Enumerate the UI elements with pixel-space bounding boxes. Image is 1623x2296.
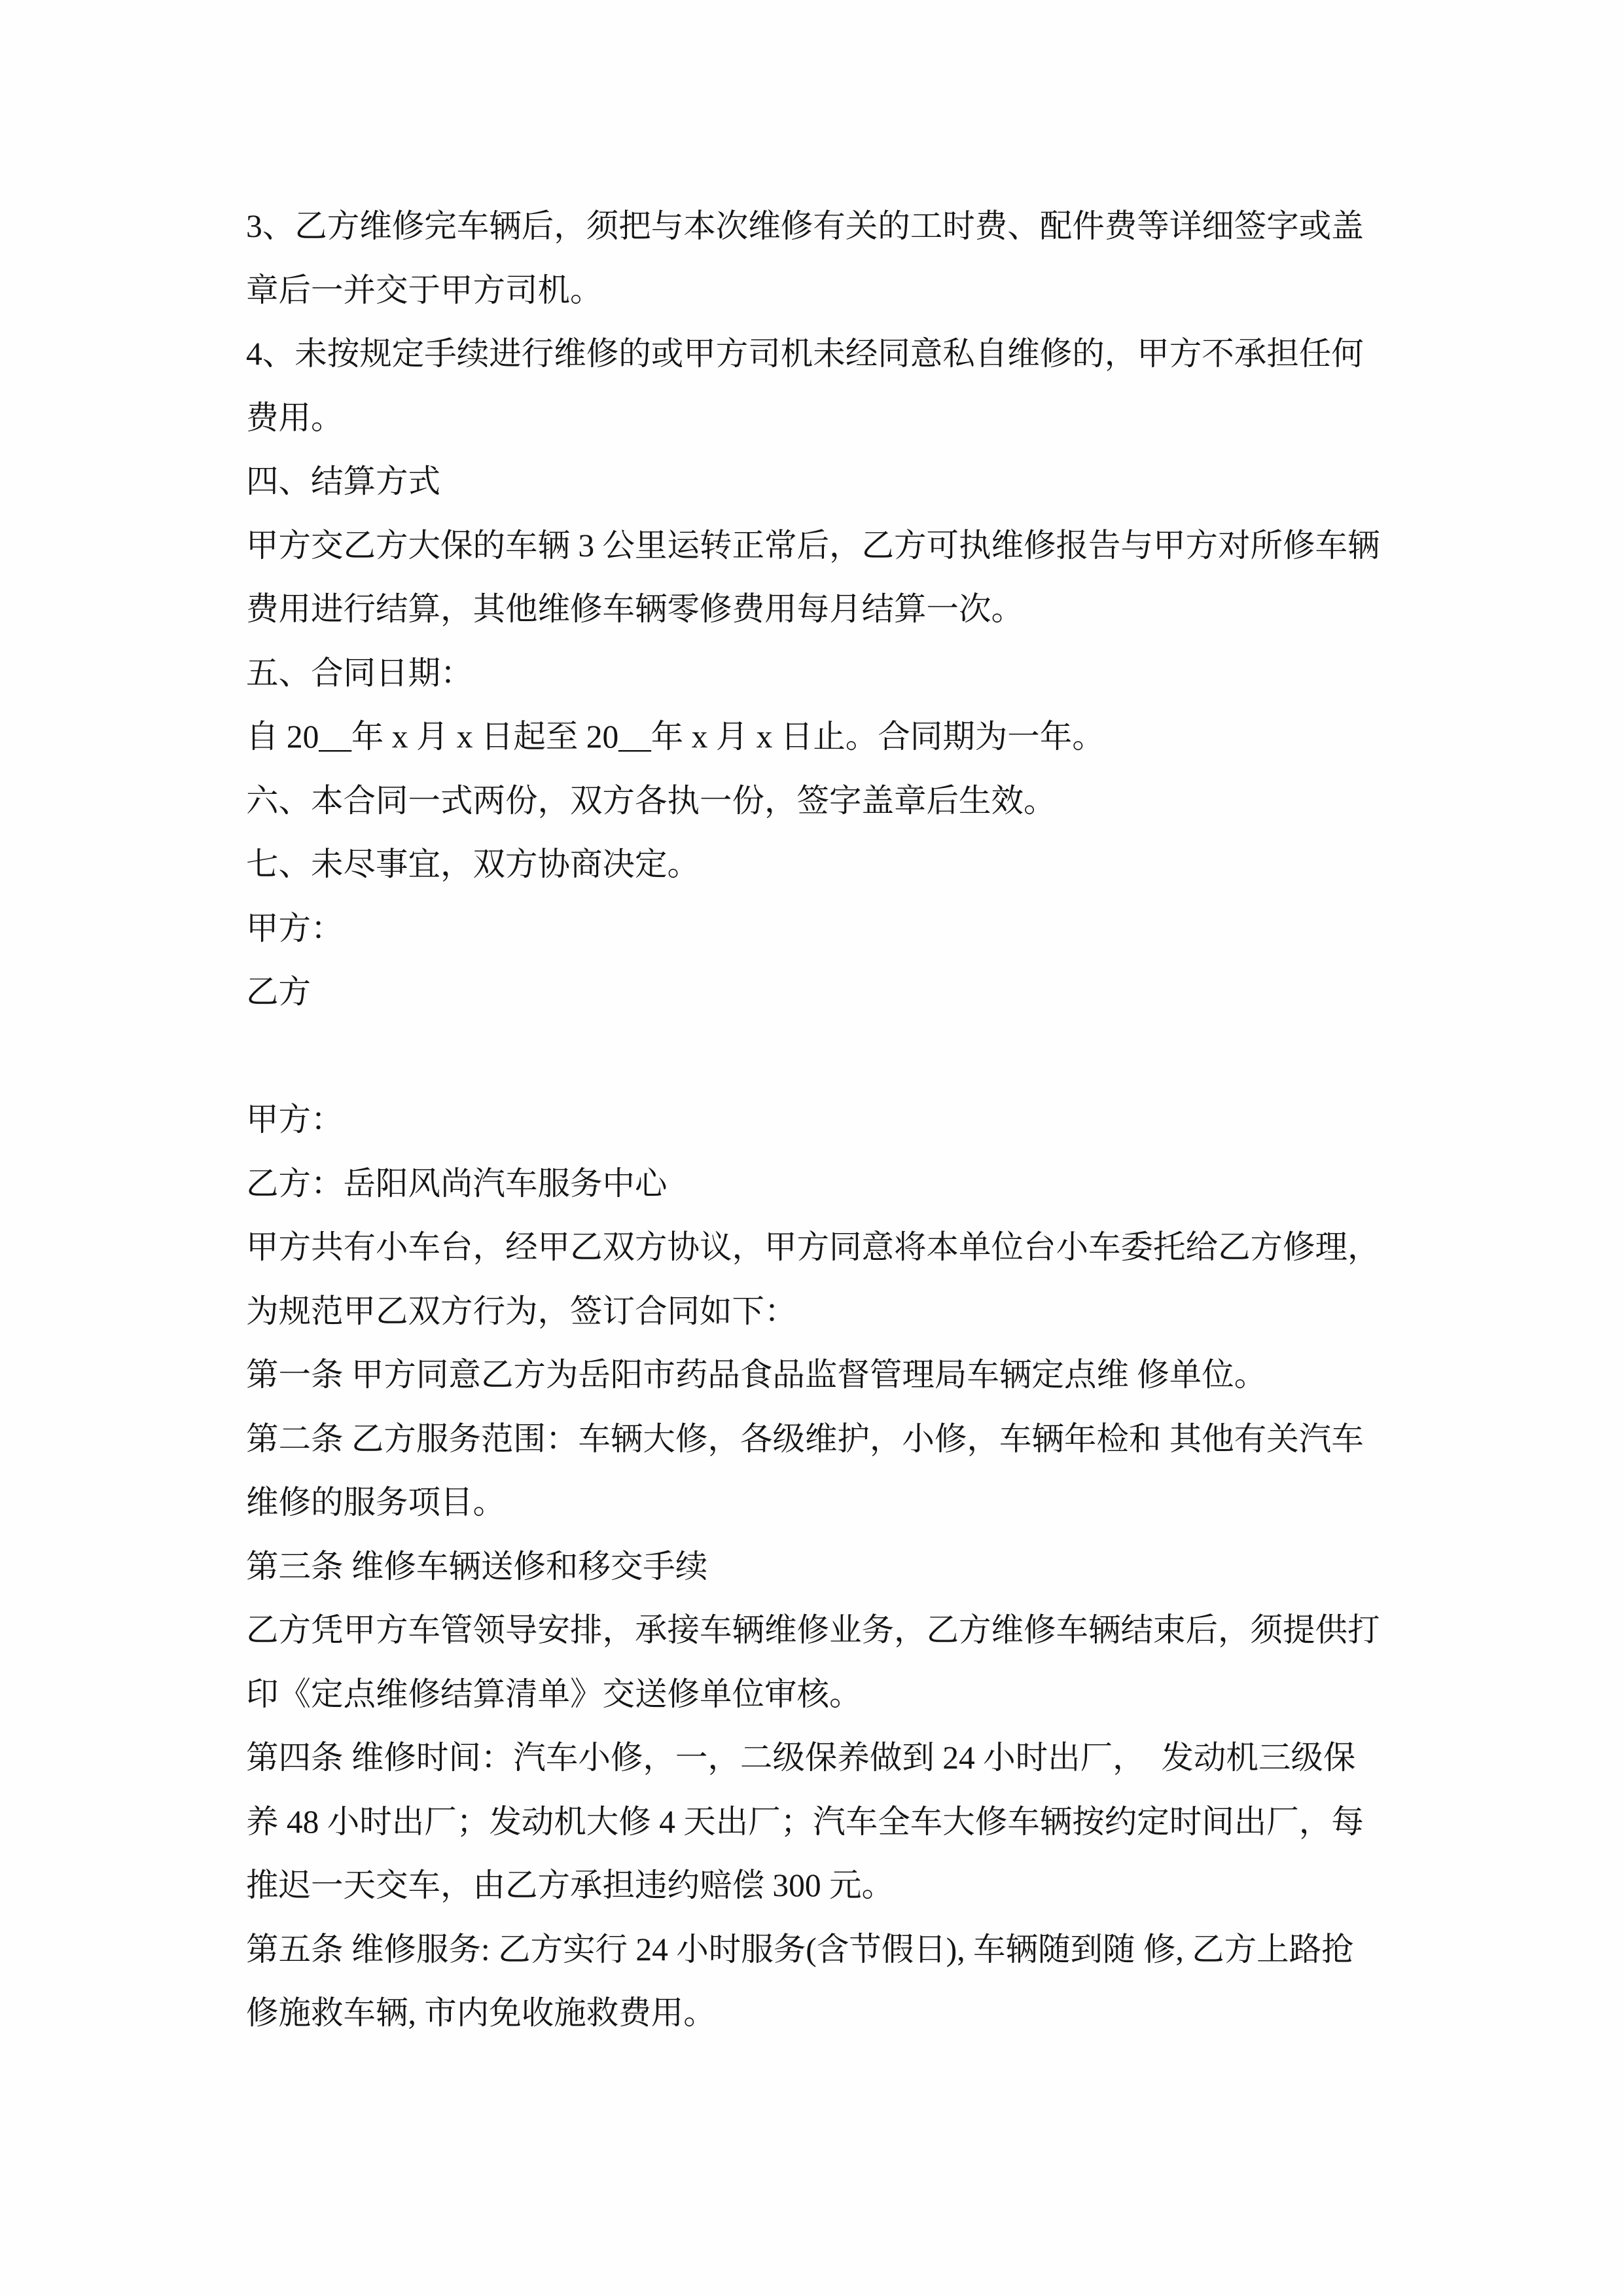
text-line: 第五条 维修服务: 乙方实行 24 小时服务(含节假日), 车辆随到随 修, 乙方上路抢: [246, 1931, 1354, 1967]
text-line: 修施救车辆, 市内免收施救费用。: [246, 1995, 716, 2031]
text-line: 七、未尽事宜，双方协商决定。: [246, 846, 700, 882]
text-line: 自 20__年 x 月 x 日起至 20__年 x 月 x 日止。合同期为一年。: [246, 719, 1105, 755]
text-line: 推迟一天交车，由乙方承担违约赔偿 300 元。: [246, 1867, 894, 1903]
text-line: 章后一并交于甲方司机。: [246, 272, 603, 308]
text-line: 乙方：岳阳风尚汽车服务中心: [246, 1165, 668, 1202]
text-line: 维修的服务项目。: [246, 1484, 505, 1520]
text-line: 五、合同日期：: [246, 655, 473, 691]
text-line: 第二条 乙方服务范围：车辆大修，各级维护，小修，车辆年检和 其他有关汽车: [246, 1420, 1364, 1457]
text-line: 六、本合同一式两份，双方各执一份，签字盖章后生效。: [246, 782, 1056, 819]
contract-text-block: [246, 194, 1385, 2045]
text-line: 第四条 维修时间：汽车小修，一，二级保养做到 24 小时出厂， 发动机三级保: [246, 1740, 1356, 1776]
text-line: 乙方: [246, 974, 311, 1010]
text-line: 四、结算方式: [246, 463, 440, 499]
text-line: 甲方共有小车台，经甲乙双方协议，甲方同意将本单位台小车委托给乙方修理，: [246, 1229, 1380, 1265]
text-line: 费用。: [246, 399, 344, 436]
text-line: 4、未按规定手续进行维修的或甲方司机未经同意私自维修的，甲方不承担任何: [246, 336, 1364, 372]
text-line: 甲方：: [246, 1102, 344, 1138]
text-line: 甲方交乙方大保的车辆 3 公里运转正常后，乙方可执维修报告与甲方对所修车辆: [246, 527, 1380, 564]
text-line: 为规范甲乙双方行为，签订合同如下：: [246, 1293, 797, 1329]
blank-line: [246, 1024, 1385, 1088]
text-line: 甲方：: [246, 910, 344, 946]
text-line: 乙方凭甲方车管领导安排，承接车辆维修业务，乙方维修车辆结束后，须提供打: [246, 1612, 1380, 1648]
text-line: 养 48 小时出厂；发动机大修 4 天出厂；汽车全车大修车辆按约定时间出厂，每: [246, 1803, 1364, 1840]
text-line: 3、乙方维修完车辆后，须把与本次维修有关的工时费、配件费等详细签字或盖: [246, 208, 1364, 244]
text-line: 费用进行结算，其他维修车辆零修费用每月结算一次。: [246, 591, 1024, 627]
text-line: 第一条 甲方同意乙方为岳阳市药品食品监督管理局车辆定点维 修单位。: [246, 1357, 1267, 1393]
text-line: 印《定点维修结算清单》交送修单位审核。: [246, 1676, 862, 1712]
text-line: 第三条 维修车辆送修和移交手续: [246, 1548, 708, 1585]
